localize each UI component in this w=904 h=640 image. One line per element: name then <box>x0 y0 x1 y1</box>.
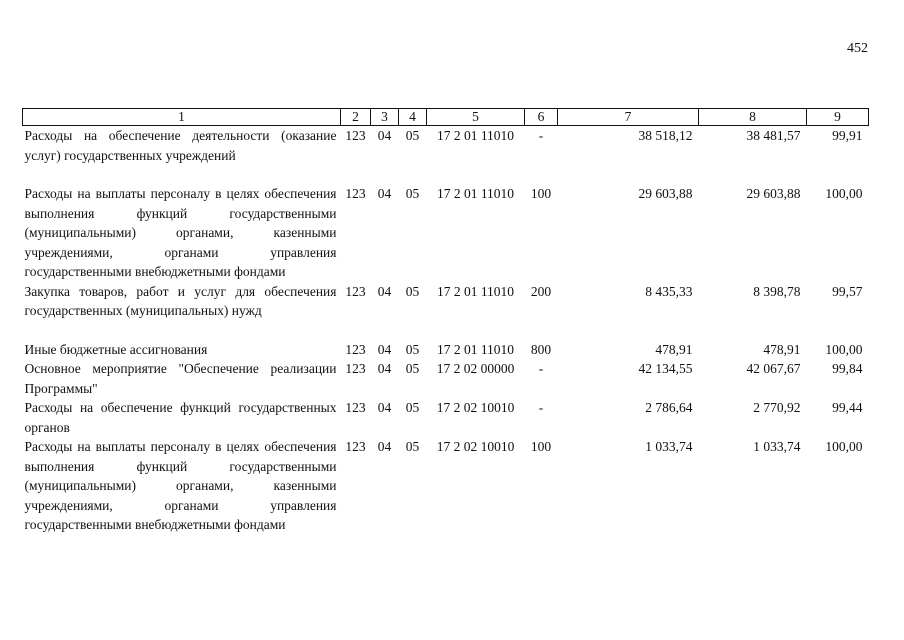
expense-type-code: - <box>538 128 544 143</box>
ministry-code: 123 <box>345 439 366 454</box>
ministry-code: 123 <box>345 400 366 415</box>
target-article-code: 17 2 02 10010 <box>436 400 515 415</box>
expense-type-code: 200 <box>530 283 552 299</box>
expense-type-code: - <box>538 400 544 415</box>
section-code: 04 <box>377 283 392 299</box>
expense-type-code: 100 <box>530 186 552 201</box>
value-col-9: 99,57 <box>832 283 863 299</box>
value-col-8: 38 481,57 <box>746 128 801 143</box>
expense-name: Расходы на обеспечение деятельности (оказание услуг) государственных учреждений <box>24 128 337 163</box>
table-row <box>23 340 869 360</box>
header-col-5: 5 <box>427 109 525 126</box>
ministry-code: 123 <box>345 361 366 376</box>
header-col-9: 9 <box>807 109 869 126</box>
subsection-code: 05 <box>405 283 420 299</box>
value-col-7: 42 134,55 <box>638 361 693 376</box>
table-row <box>23 126 869 185</box>
expense-type-code: - <box>538 361 544 376</box>
value-col-9: 100,00 <box>825 341 863 357</box>
expense-name: Расходы на обеспечение функций государственных органов <box>24 400 337 435</box>
ministry-code: 123 <box>345 128 366 143</box>
page-number: 452 <box>847 41 868 56</box>
value-col-7: 1 033,74 <box>645 439 693 454</box>
subsection-code: 05 <box>405 341 420 357</box>
subsection-code: 05 <box>405 361 420 376</box>
subsection-code: 05 <box>405 128 420 143</box>
value-col-8: 8 398,78 <box>753 283 801 299</box>
table-row <box>23 282 869 340</box>
value-col-7: 478,91 <box>655 341 693 357</box>
expense-name: Расходы на выплаты персоналу в целях обеспечения выполнения функций государственными (муниципальными) органами, казенными учреждениями, органами управления государственными внебюджетными фондами <box>24 439 337 532</box>
section-code: 04 <box>377 186 392 201</box>
value-col-8: 2 770,92 <box>753 400 801 415</box>
header-col-7: 7 <box>558 109 699 126</box>
expense-type-code: 100 <box>530 439 552 454</box>
expense-type-code: 800 <box>530 341 552 357</box>
expense-name: Иные бюджетные ассигнования <box>24 341 208 357</box>
table-row <box>23 398 869 437</box>
header-col-4: 4 <box>399 109 427 126</box>
value-col-8: 29 603,88 <box>746 186 801 201</box>
target-article-code: 17 2 01 11010 <box>436 186 515 201</box>
expense-name: Закупка товаров, работ и услуг для обеспечения государственных (муниципальных) нужд <box>24 283 337 318</box>
header-col-2: 2 <box>341 109 371 126</box>
value-col-8: 1 033,74 <box>753 439 801 454</box>
subsection-code: 05 <box>405 186 420 201</box>
table-row <box>23 184 869 282</box>
value-col-7: 2 786,64 <box>645 400 693 415</box>
value-col-7: 8 435,33 <box>645 283 693 299</box>
table-row <box>23 359 869 398</box>
target-article-code: 17 2 02 10010 <box>436 439 515 454</box>
header-col-1: 1 <box>23 109 341 126</box>
value-col-9: 99,84 <box>832 361 863 376</box>
value-col-8: 478,91 <box>763 341 801 357</box>
ministry-code: 123 <box>345 186 366 201</box>
section-code: 04 <box>377 128 392 143</box>
table-body <box>23 126 869 535</box>
subsection-code: 05 <box>405 439 420 454</box>
table-header <box>23 109 869 126</box>
expense-name: Основное мероприятие "Обеспечение реализации Программы" <box>24 361 337 396</box>
table-row <box>23 437 869 535</box>
target-article-code: 17 2 01 11010 <box>436 283 515 299</box>
section-code: 04 <box>377 361 392 376</box>
ministry-code: 123 <box>345 283 366 299</box>
header-col-8: 8 <box>699 109 807 126</box>
subsection-code: 05 <box>405 400 420 415</box>
ministry-code: 123 <box>345 341 366 357</box>
expense-name: Расходы на выплаты персоналу в целях обеспечения выполнения функций государственными (муниципальными) органами, казенными учреждениями, органами управления государственными внебюджетными фондами <box>24 186 337 279</box>
section-code: 04 <box>377 439 392 454</box>
target-article-code: 17 2 02 00000 <box>436 361 515 376</box>
target-article-code: 17 2 01 11010 <box>436 341 515 357</box>
value-col-7: 29 603,88 <box>638 186 693 201</box>
value-col-9: 99,91 <box>832 128 863 143</box>
value-col-7: 38 518,12 <box>638 128 693 143</box>
section-code: 04 <box>377 341 392 357</box>
value-col-9: 99,44 <box>832 400 863 415</box>
value-col-8: 42 067,67 <box>746 361 801 376</box>
header-col-3: 3 <box>371 109 399 126</box>
target-article-code: 17 2 01 11010 <box>436 128 515 143</box>
value-col-9: 100,00 <box>825 439 863 454</box>
budget-table <box>22 108 869 535</box>
value-col-9: 100,00 <box>825 186 863 201</box>
section-code: 04 <box>377 400 392 415</box>
header-col-6: 6 <box>525 109 558 126</box>
